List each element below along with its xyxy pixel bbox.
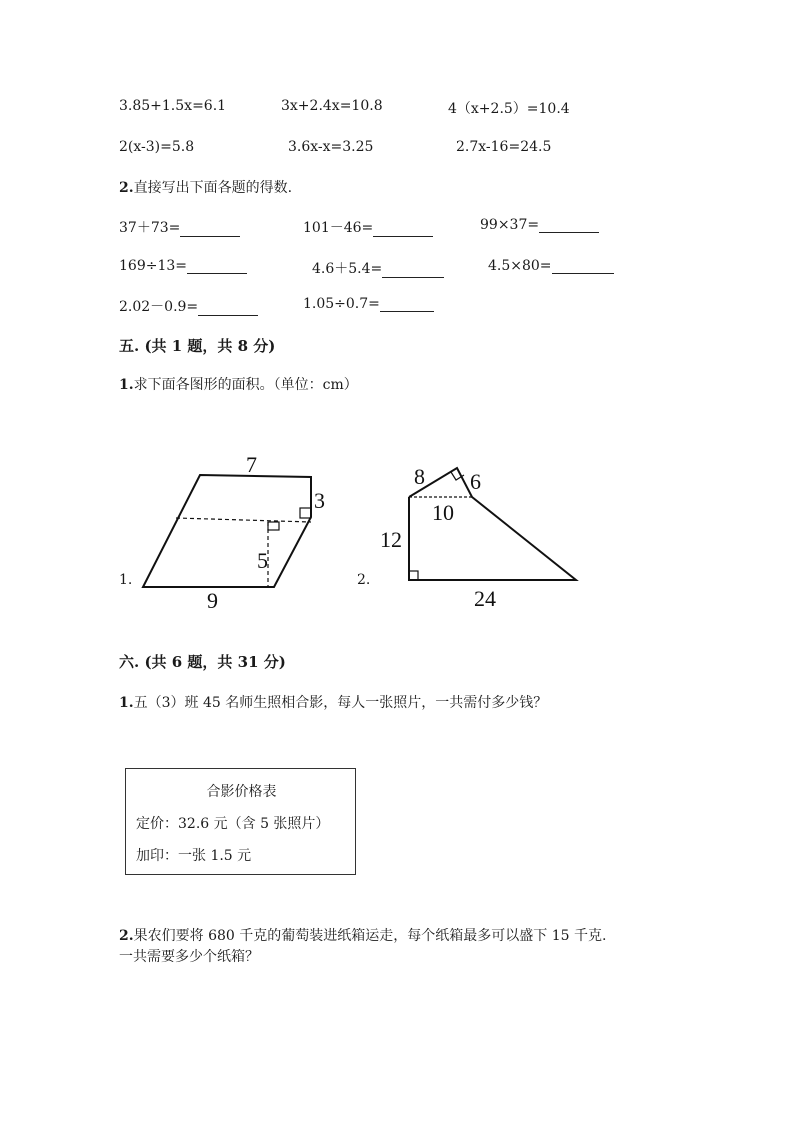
figure-number: 12 xyxy=(380,527,402,552)
oral-item xyxy=(480,217,599,233)
oral-item xyxy=(303,296,434,312)
right-angle-mark xyxy=(300,508,311,518)
price-table-title: 合影价格表 xyxy=(206,784,277,800)
right-angle-mark xyxy=(409,571,418,580)
oral-expression: 4.6＋5.4= xyxy=(312,261,383,277)
figure-number: 24 xyxy=(474,586,496,611)
figure-number: 10 xyxy=(432,500,454,525)
question-1 xyxy=(119,692,547,712)
equation: 3.85+1.5x=6.1 xyxy=(119,98,227,114)
question-text: 五（3）班 45 名师生照相合影，每人一张照片，一共需付多少钱？ xyxy=(133,695,548,711)
question-number: 1. xyxy=(119,695,134,711)
oral-expression: 2.02－0.9= xyxy=(119,299,199,315)
figure-number: 9 xyxy=(207,588,218,613)
question-number: 2. xyxy=(119,180,134,196)
figure-number: 6 xyxy=(470,469,481,494)
question-1 xyxy=(119,374,358,394)
equation: 4（x+2.5）=10.4 xyxy=(448,101,570,117)
oral-item xyxy=(303,217,433,237)
oral-expression: 4.5×80= xyxy=(488,258,552,274)
oral-expression: 101－46= xyxy=(303,220,374,236)
equation: 3.6x-x=3.25 xyxy=(288,139,374,155)
answer-blank[interactable] xyxy=(552,259,614,274)
answer-blank[interactable] xyxy=(180,222,240,237)
figure-2-label: 2. xyxy=(357,572,371,588)
equation: 2(x-3)=5.8 xyxy=(119,139,195,155)
question-number: 1. xyxy=(119,377,134,393)
oral-expression: 1.05÷0.7= xyxy=(303,296,380,312)
figure-number: 3 xyxy=(314,488,325,513)
oral-item xyxy=(119,258,247,274)
answer-blank[interactable] xyxy=(380,297,434,312)
question-text: 果农们要将 680 千克的葡萄装进纸箱运走，每个纸箱最多可以盛下 15 千克. xyxy=(133,928,607,944)
oral-item xyxy=(119,296,258,316)
question-number: 2. xyxy=(119,928,134,944)
oral-expression: 37＋73= xyxy=(119,220,181,236)
figure-number: 5 xyxy=(257,548,268,573)
answer-blank[interactable] xyxy=(187,259,247,274)
answer-blank[interactable] xyxy=(373,222,433,237)
answer-blank[interactable] xyxy=(198,301,258,316)
question-text: 求下面各图形的面积。（单位：cm） xyxy=(133,377,358,393)
question-2 xyxy=(119,177,292,197)
composite-figure xyxy=(372,455,602,615)
oral-expression: 99×37= xyxy=(480,217,540,233)
question-2 xyxy=(119,925,606,945)
price-table xyxy=(125,768,356,875)
answer-blank[interactable] xyxy=(539,218,599,233)
section-heading: 五. (共 1 题，共 8 分) xyxy=(119,337,276,355)
equation: 3x+2.4x=10.8 xyxy=(281,98,383,114)
question-text: 直接写出下面各题的得数. xyxy=(133,180,293,196)
price-row: 加印：一张 1.5 元 xyxy=(136,848,252,864)
dashed-line xyxy=(176,518,311,522)
figure-1-label: 1. xyxy=(119,572,133,588)
price-row: 定价：32.6 元（含 5 张照片） xyxy=(136,816,330,832)
equation: 2.7x-16=24.5 xyxy=(456,139,552,155)
oral-expression: 169÷13= xyxy=(119,258,187,274)
figure-number: 7 xyxy=(246,452,257,477)
parallelogram-figure xyxy=(130,445,340,620)
figure-number: 8 xyxy=(414,464,425,489)
oral-item xyxy=(488,258,614,274)
parallelogram-shape xyxy=(143,475,311,587)
right-angle-mark xyxy=(268,522,279,530)
oral-item xyxy=(119,217,240,237)
section-heading: 六. (共 6 题，共 31 分) xyxy=(119,653,286,671)
answer-blank[interactable] xyxy=(382,263,444,278)
oral-item xyxy=(312,258,444,278)
question-2-continued: 一共需要多少个纸箱？ xyxy=(119,949,259,965)
